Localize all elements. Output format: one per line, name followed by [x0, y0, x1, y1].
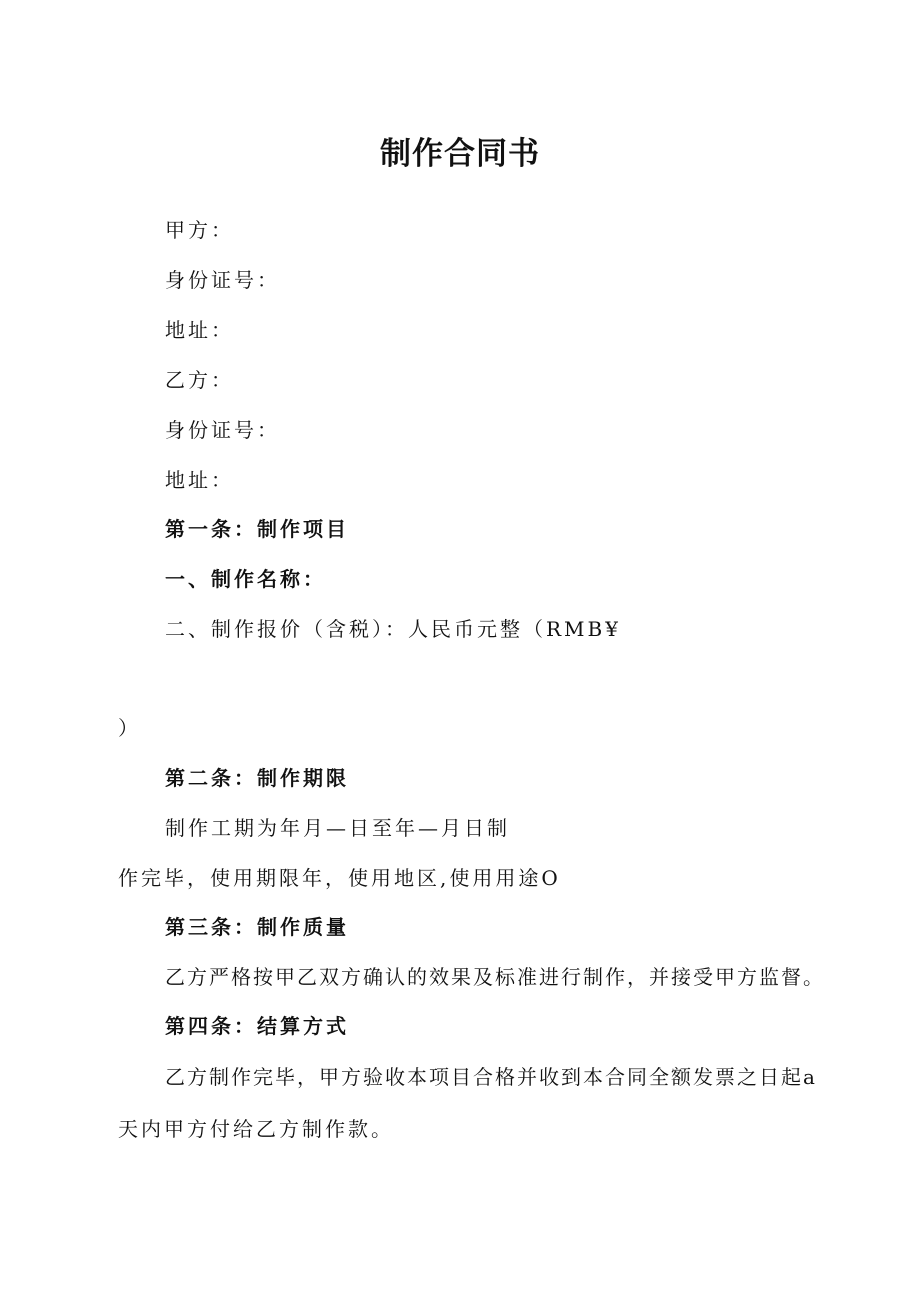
party-a-address-label: 地址：	[165, 318, 234, 342]
party-a-label: 甲方：	[165, 218, 234, 242]
article1-item2-close: ）	[118, 716, 141, 740]
article2-line2: 作完毕，使用期限年，使用地区,使用用途O	[118, 866, 561, 890]
article2-heading: 第二条：制作期限	[165, 766, 349, 790]
party-a-id-label: 身份证号：	[165, 268, 280, 292]
document-title: 制作合同书	[380, 136, 540, 172]
article1-item2: 二、制作报价（含税）：人民币元整（RMB¥	[165, 617, 621, 641]
party-b-id-label: 身份证号：	[165, 418, 280, 442]
party-b-label: 乙方：	[165, 368, 234, 392]
article3-heading: 第三条：制作质量	[165, 915, 349, 939]
article3-text: 乙方严格按甲乙双方确认的效果及标准进行制作，并接受甲方监督。	[165, 965, 825, 989]
article1-heading: 第一条：制作项目	[165, 517, 349, 541]
article4-line2: 天内甲方付给乙方制作款。	[118, 1117, 394, 1141]
article1-item1: 一、制作名称：	[165, 567, 326, 591]
article4-heading: 第四条：结算方式	[165, 1014, 349, 1038]
article2-line1: 制作工期为年月—日至年—月日制	[165, 816, 510, 840]
article4-line1: 乙方制作完毕，甲方验收本项目合格并收到本合同全额发票之日起a	[165, 1065, 817, 1089]
party-b-address-label: 地址：	[165, 468, 234, 492]
